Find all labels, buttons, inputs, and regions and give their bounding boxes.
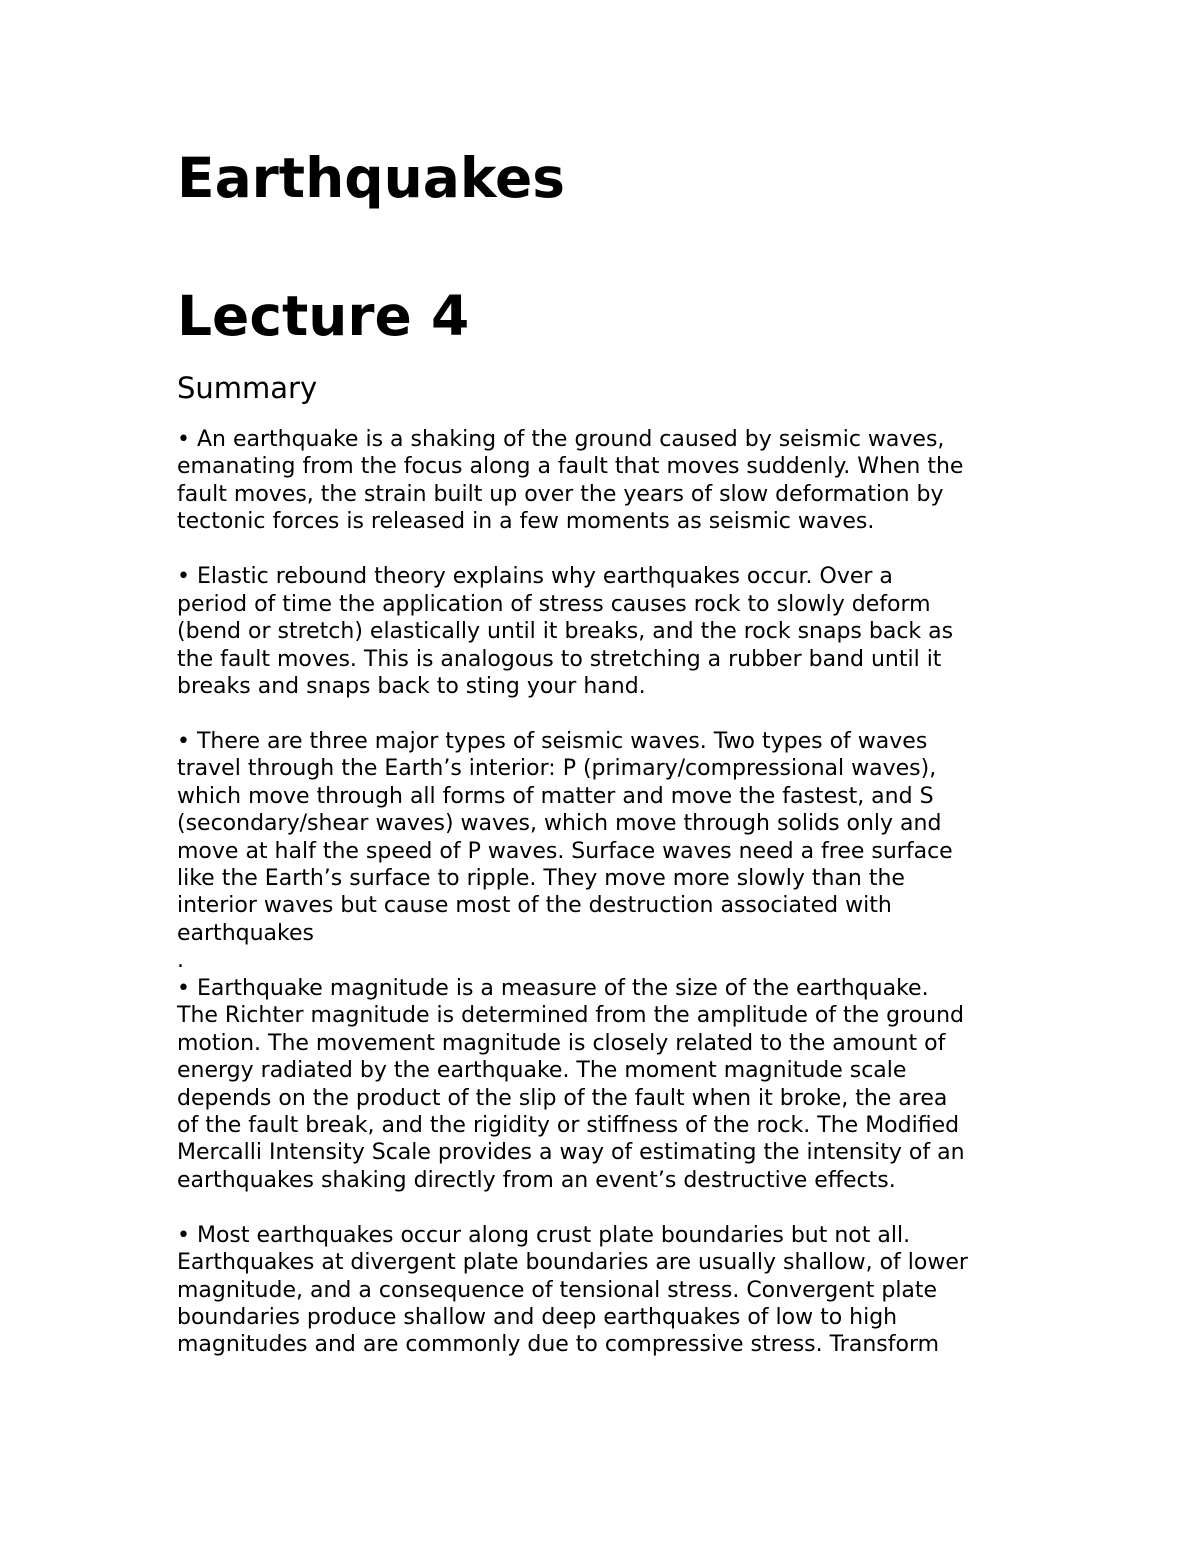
text-line: magnitudes and are commonly due to compressive stress. Transform — [177, 1332, 940, 1358]
text-line: which move through all forms of matter and move the fastest, and S — [177, 783, 934, 809]
text-line: • Earthquake magnitude is a measure of the size of the earthquake. — [177, 975, 929, 1001]
text-line: (bend or stretch) elastically until it breaks, and the rock snaps back as — [177, 619, 954, 645]
text-line: breaks and snaps back to sting your hand. — [177, 673, 646, 699]
blank-line — [177, 1194, 1037, 1221]
blank-line — [177, 536, 1037, 563]
text-line: earthquakes shaking directly from an event’s destructive effects. — [177, 1167, 896, 1193]
text-line: motion. The movement magnitude is closely related to the amount of — [177, 1030, 946, 1056]
text-line: fault moves, the strain built up over the years of slow deformation by — [177, 481, 944, 507]
text-line: boundaries produce shallow and deep earthquakes of low to high — [177, 1305, 898, 1330]
text-line: tectonic forces is released in a few moments as seismic waves. — [177, 509, 875, 535]
text-line: move at half the speed of P waves. Surface waves need a free surface — [177, 838, 953, 864]
text-line: like the Earth’s surface to ripple. They move more slowly than the — [177, 866, 905, 891]
text-line: of the fault break, and the rigidity or stiffness of the rock. The Modified — [177, 1112, 960, 1138]
text-line: emanating from the focus along a fault that moves suddenly. When the — [177, 454, 964, 480]
text-line: Mercalli Intensity Scale provides a way of estimating the intensity of an — [177, 1140, 965, 1166]
text-line: travel through the Earth’s interior: P (primary/compressional waves), — [177, 756, 937, 782]
text-line: (secondary/shear waves) waves, which move through solids only and — [177, 811, 942, 837]
text-line: period of time the application of stress causes rock to slowly deform — [177, 591, 931, 617]
text-line: • Elastic rebound theory explains why earthquakes occur. Over a — [177, 564, 893, 590]
blank-line — [177, 700, 1037, 727]
text-line: • An earthquake is a shaking of the ground caused by seismic waves, — [177, 427, 945, 452]
lecture-heading: Lecture 4 — [177, 284, 470, 348]
text-line: energy radiated by the earthquake. The moment magnitude scale — [177, 1058, 907, 1084]
text-line: • Most earthquakes occur along crust plate boundaries but not all. — [177, 1222, 911, 1248]
text-line: earthquakes — [177, 920, 314, 946]
text-line: interior waves but cause most of the destruction associated with — [177, 893, 892, 919]
text-line: depends on the product of the slip of the fault when it broke, the area — [177, 1085, 948, 1111]
text-line: magnitude, and a consequence of tensional stress. Convergent plate — [177, 1277, 938, 1303]
summary-body — [177, 426, 1037, 1359]
summary-heading: Summary — [177, 371, 318, 405]
text-line: Earthquakes at divergent plate boundaries are usually shallow, of lower — [177, 1250, 968, 1276]
text-line: • There are three major types of seismic waves. Two types of waves — [177, 728, 928, 754]
text-line: the fault moves. This is analogous to stretching a rubber band until it — [177, 646, 942, 672]
text-line: The Richter magnitude is determined from the amplitude of the ground — [177, 1003, 964, 1029]
text-line: . — [177, 948, 184, 974]
document-title: Earthquakes — [177, 146, 566, 210]
